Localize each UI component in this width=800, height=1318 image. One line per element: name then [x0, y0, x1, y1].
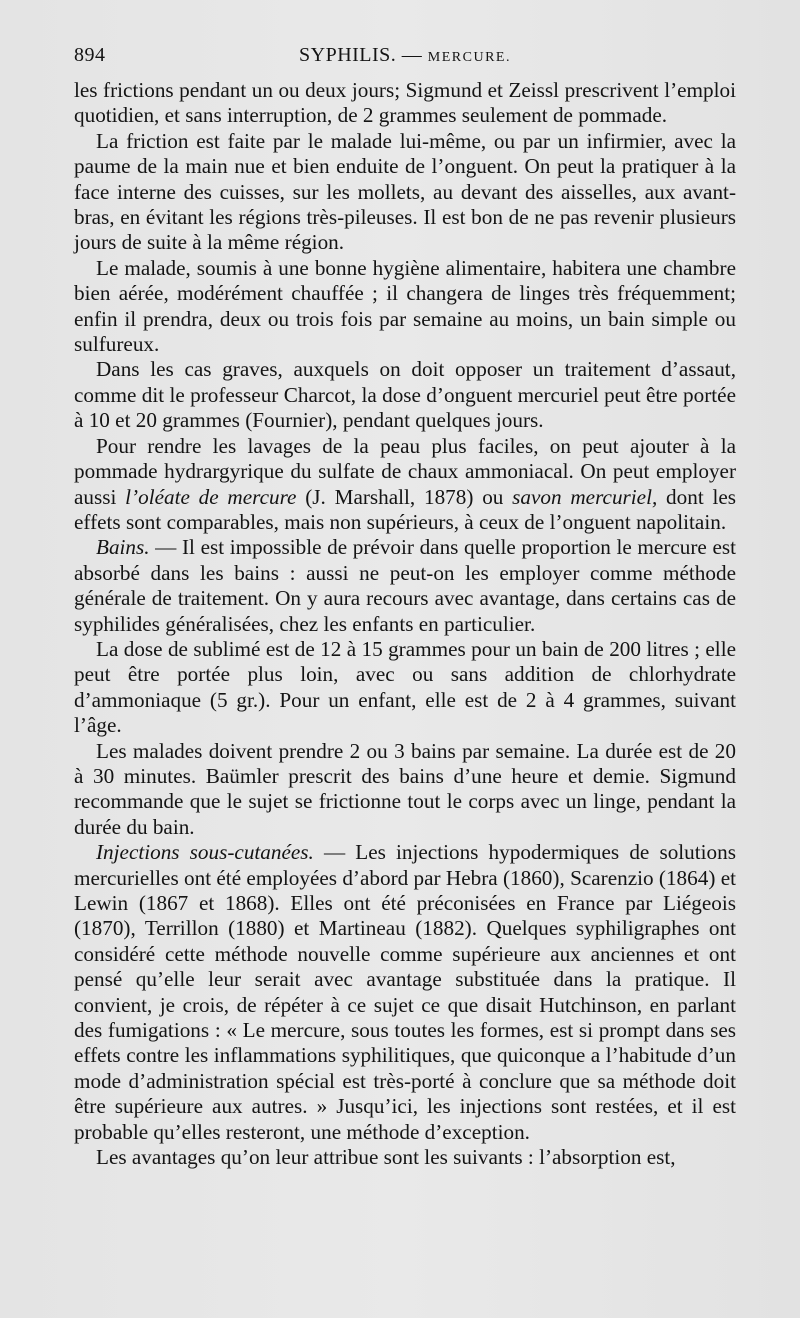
paragraph: Les avantages qu’on leur attribue sont les suivants : l’absorption est, [96, 1145, 676, 1170]
running-header [74, 44, 736, 74]
paragraph: La friction est faite par le malade lui-même, ou par un infirmier, avec la paume de la main nue et bien enduite de l’onguent. On peut la pratiquer à la face interne des cuisses, sur les mollets, au devant des aisselles, aux avant-bras, en évitant les régions très-pileuses. Il est bon de ne pas revenir plusieurs jours de suite à la même région. [74, 128, 736, 255]
title-dash: — [401, 44, 423, 66]
running-title [74, 44, 736, 67]
italic-term: savon mercuriel, [512, 484, 658, 509]
paragraph-text: — Les injections hypodermiques de solutions mercurielles ont été employées d’abord par Hebra (1860), Scarenzio (1864) et Lewin (1867 et 1868). Elles ont été préconisées en France par Liégeois (1870), Terrillon (1880) et Martineau (1882). Quelques syphiligraphes ont considéré cette méthode nouvelle comme supérieure aux anciennes et ont pensé qu’elle leur serait avec avantage substituée dans la pratique. Il convient, je crois, de répéter à ce sujet ce que disait Hutchinson, en parlant des fumigations : « Le mercure, sous toutes les formes, est si prompt dans ses effets contre les inflammations syphilitiques, que quiconque a l’habitude d’un mode d’administration spécial est très-porté à conclure que sa méthode doit être supérieure aux autres. » Jusqu’ici, les injections sont restées, et il est probable qu’elles resteront, une méthode d’exception. [74, 840, 736, 1144]
italic-term: l’oléate de mercure [125, 484, 297, 509]
paragraph-text: Pour rendre les lavages de la peau plus faciles, on peut ajouter à la pommade hydrargyrique du sulfate de chaux ammoniacal. On peut employer aussi [74, 433, 736, 509]
paragraph-text: dont les effets sont comparables, mais non supérieurs, à ceux de l’onguent napolitain. [74, 484, 737, 534]
body-text [74, 78, 736, 1170]
section-title: MERCURE. [427, 50, 511, 65]
paragraph [74, 434, 736, 536]
paragraph [74, 840, 736, 1145]
paragraph: Les malades doivent prendre 2 ou 3 bains par semaine. La durée est de 20 à 30 minutes. Baümler prescrit des bains d’une heure et demie. Sigmund recommande que le sujet se frictionne tout le corps avec un linge, pendant la durée du bain. [74, 738, 736, 839]
paragraph-text: (J. Marshall, 1878) ou [296, 484, 513, 509]
paragraph [74, 535, 736, 637]
page-number: 894 [74, 44, 106, 66]
paragraph: Dans les cas graves, auxquels on doit opposer un traitement d’assaut, comme dit le professeur Charcot, la dose d’onguent mercuriel peut être portée à 10 et 20 grammes (Fournier), pendant quelques jours. [74, 357, 736, 433]
paragraph: La dose de sublimé est de 12 à 15 grammes pour un bain de 200 litres ; elle peut être portée plus loin, avec ou sans addition de chlorhydrate d’ammoniaque (5 gr.). Pour un enfant, elle est de 2 à 4 grammes, suivant l’âge. [74, 636, 736, 738]
chapter-title: SYPHILIS. [299, 44, 397, 66]
paragraph: Le malade, soumis à une bonne hygiène alimentaire, habitera une chambre bien aérée, modérément chauffée ; il changera de linges très fréquemment; enfin il prendra, deux ou trois fois par semaine au moins, un bain simple ou sulfureux. [74, 255, 736, 357]
section-lead: Injections sous-cutanées. [96, 840, 314, 865]
paragraph: les frictions pendant un ou deux jours; Sigmund et Zeissl prescrivent l’emploi quotidien, et sans interruption, de 2 grammes seulement de pommade. [74, 78, 736, 128]
paragraph-text: — Il est impossible de prévoir dans quelle proportion le mercure est absorbé dans les bains : aussi ne peut-on les employer comme méthode générale de traitement. On y aura recours avec avantage, dans certains cas de syphilides généralisées, chez les enfants en particulier. [74, 535, 736, 636]
section-lead: Bains. [96, 535, 150, 560]
